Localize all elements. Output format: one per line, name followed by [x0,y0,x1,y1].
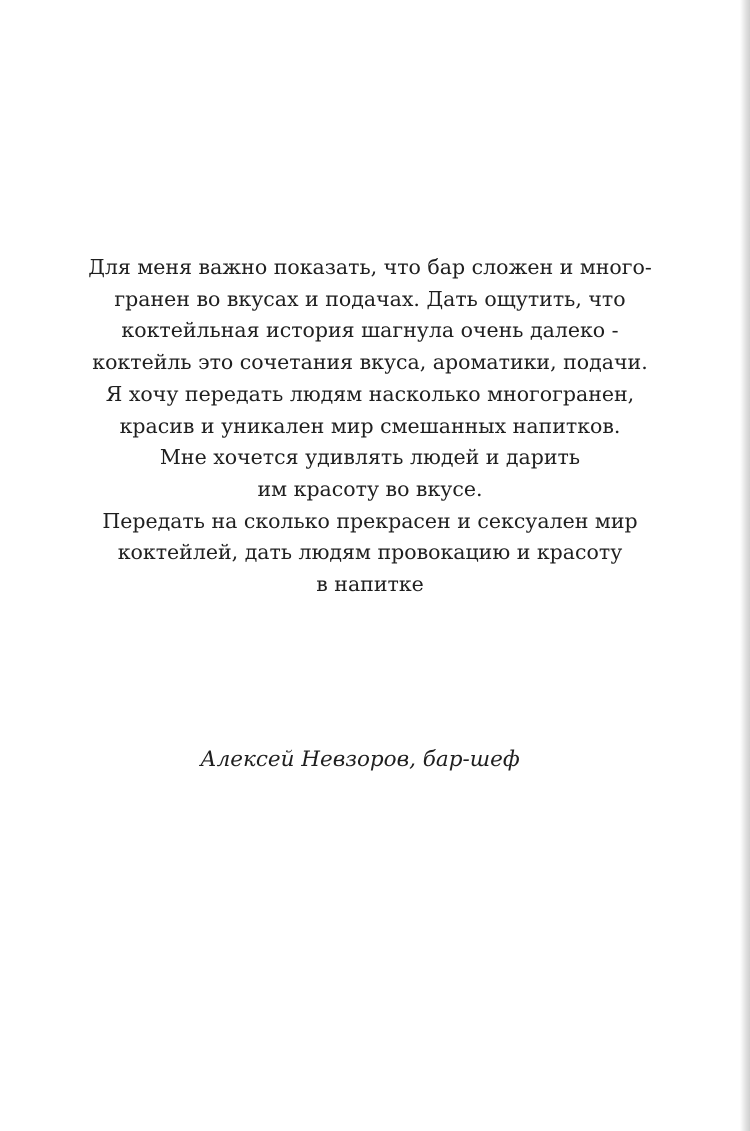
quote-line: Я хочу передать людям насколько многогранен, [105,381,635,406]
quote-line: гранен во вкусах и подачах. Дать ощутить, что [114,286,626,311]
page-edge-shadow [740,0,750,1131]
author-signature: Алексей Невзоров, бар-шеф [200,747,520,772]
quote-text [0,252,740,601]
quote-line: Мне хочется удивлять людей и дарить [159,445,581,470]
quote-line: коктейль это сочетания вкуса, ароматики, подачи. [92,350,648,375]
quote-line: коктейлей, дать людям провокацию и красоту [117,540,623,565]
quote-line: Передать на сколько прекрасен и сексуален мир [102,508,638,533]
quote-line: им красоту во вкусе. [257,476,483,501]
quote-line: красив и уникален мир смешанных напитков. [119,413,621,438]
quote-line: в напитке [316,572,424,597]
quote-line: Для меня важно показать, что бар сложен и много- [88,255,652,279]
quote-line: коктейльная история шагнула очень далеко - [121,318,619,343]
